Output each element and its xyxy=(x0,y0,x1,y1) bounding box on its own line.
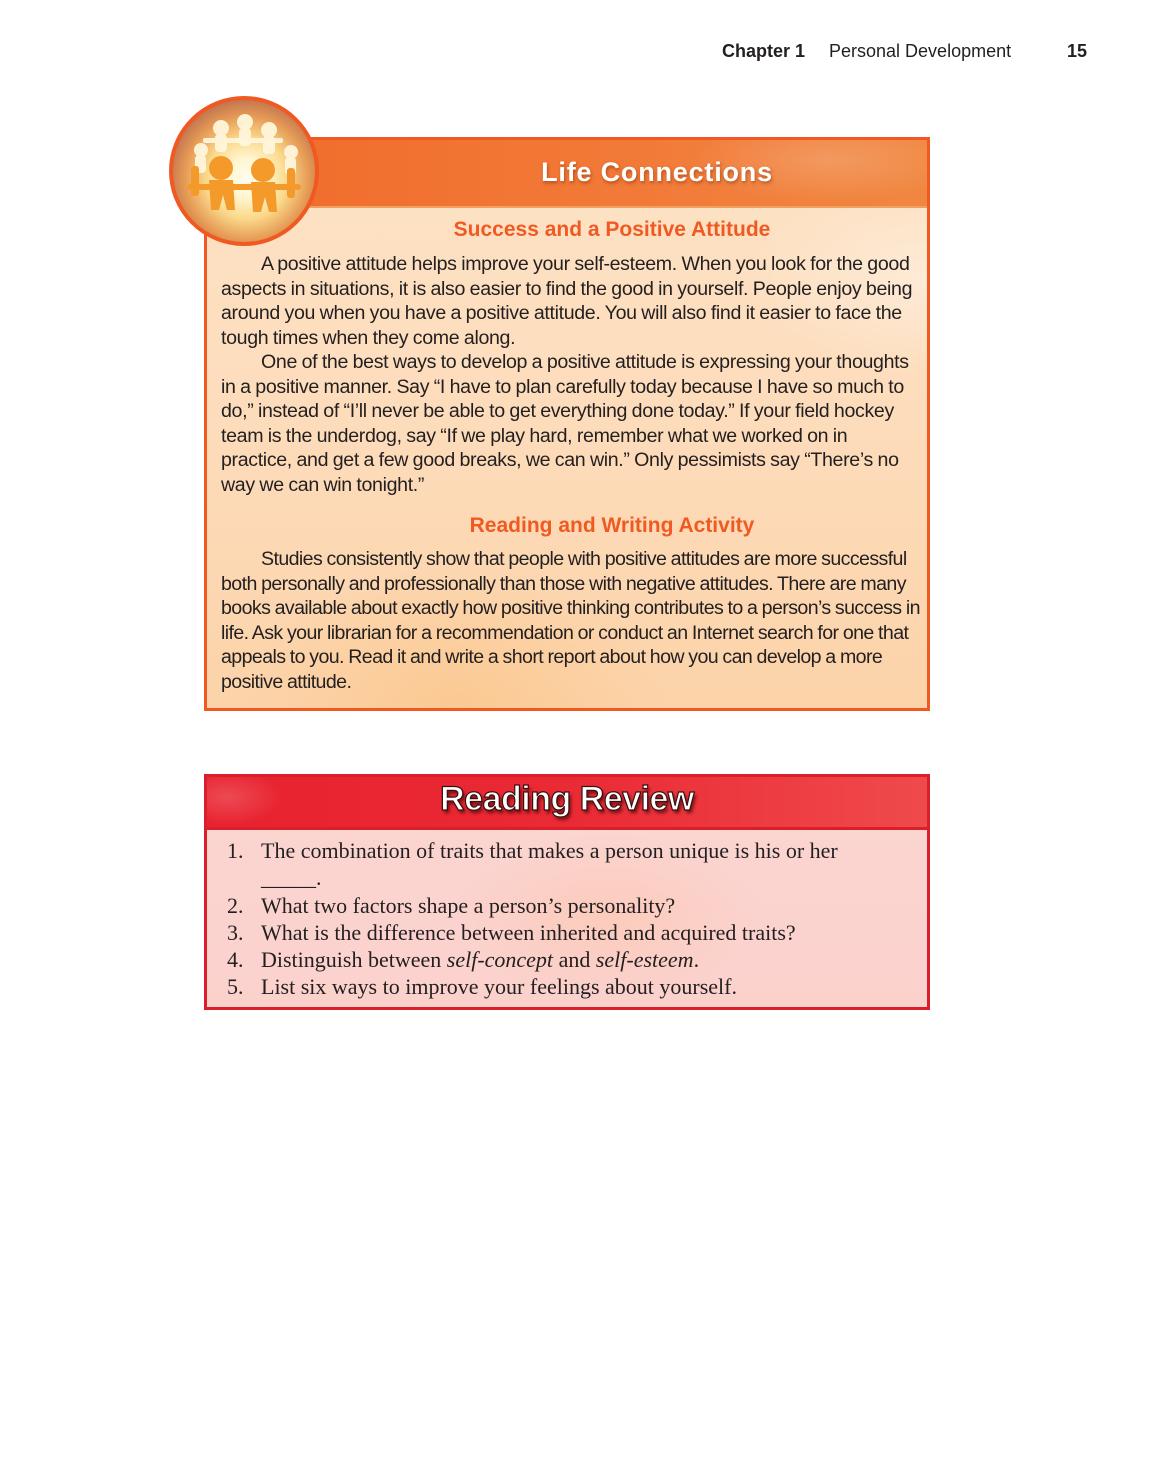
reading-review-title: Reading Review xyxy=(440,780,694,818)
chapter-label: Chapter 1 xyxy=(722,41,806,61)
paragraph-1: A positive attitude helps improve your self-esteem. When you look for the good aspects in situations, it is also easier to find the good in yourself. People enjoy being around you when you have a positive attitude. You will also find it easier to face the tough times when they come along. xyxy=(221,253,913,349)
reading-review-box: Reading Review 1. The combination of traits that makes a person unique is his or her _____. 2. What two factors shape a person’s personality? 3. What is the difference between inherited and acquired traits? 4. Distinguish between self-concept and self-esteem. 5. List six ways to improve your feelings about yourself. xyxy=(204,774,930,1010)
reading-review-header xyxy=(207,777,927,830)
running-header xyxy=(0,39,1156,63)
term-self-esteem: self-esteem xyxy=(595,947,694,972)
paragraph-activity: Studies consistently show that people with positive attitudes are more successful both personally and professionally than those with negative attitudes. There are many books available about exactly how positive thinking contributes to a person’s success in life. Ask your librarian for a recommendation or conduct an Internet search for one that appeals to you. Read it and write a short report about how you can develop a more positive attitude. xyxy=(221,548,920,693)
page-number: 15 xyxy=(1067,41,1088,61)
life-connections-title: Life Connections xyxy=(541,157,773,187)
term-self-concept: self-concept xyxy=(446,947,554,972)
section-heading-activity: Reading and Writing Activity xyxy=(469,514,755,537)
paragraph-2: One of the best ways to develop a positive attitude is expressing your thoughts in a positive manner. Say “I have to plan carefully today because I have so much to do,” instead of “I’ll never be able to get everything done today.” If your field hockey team is the underdog, say “If we play hard, remember what we worked on in practice, and get a few good breaks, we can win.” Only pessimists say “There’s no way we can win tonight.” xyxy=(221,351,909,496)
paper-dolls-illustration xyxy=(173,100,315,242)
chapter-title: Personal Development xyxy=(829,41,1012,61)
fill-in-blank: _____. xyxy=(261,865,322,890)
paper-dolls-circle-icon xyxy=(169,96,319,246)
section-heading-success: Success and a Positive Attitude xyxy=(453,218,771,241)
